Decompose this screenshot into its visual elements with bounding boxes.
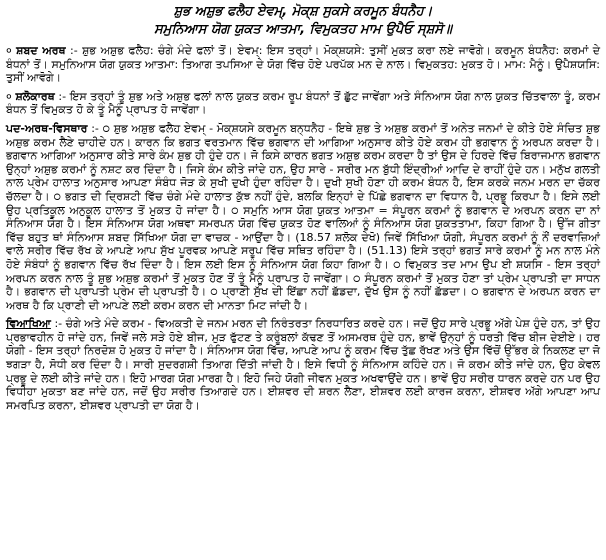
commentary-section (6, 317, 600, 412)
commentary-heading: ਵਿਆਖਿਆ (6, 317, 51, 331)
word-analysis-section (6, 122, 600, 312)
word-meaning-text: :- ਸ਼ੁਭ ਅਸ਼ੁਭ ਫਲੈਹ: ਚੰਗੇ ਮੰਦੇ ਫਲਾਂ ਤੋਂ। ਏਵਮ੍: ਇਸ ਤਰ੍ਹਾਂ। ਮੋਕ੍ਸ਼ਯਸੇ: ਤੁਸੀਂ ਮੁਕਤ ਕਰਾ ਲਏ ਜਾਵੋਗੇ। ਕਰਮੂਨ ਬੰਧਨੈਹ: ਕਰਮਾਂ ਦੇ ਬੰਧਨਾਂ ਤੋਂ। ਸਮੁਨਿਆਸ ਯੋਗ ਯੁਕਤ ਆਤਮਾ: ਤਿਆਗ ਤਪਸਿਆ ਦੇ ਯੋਗ ਵਿੱਚ ਹੋਏ ਪਰਪੱਕ ਮਨ ਦੇ ਨਾਲ। ਵਿਮੁਕਤਹ: ਮੁਕਤ ਹੋ। ਮਾਮ: ਮੈਨੂੰ। ਉਪੈਸ਼ਯਸਿ: ਤੁਸੀਂ ਆਵੋਗੇ। (6, 44, 600, 85)
word-analysis-heading: ਪਦ-ਅਰਥ-ਵਿਸਥਾਰ (6, 121, 88, 135)
word-meaning-section (6, 44, 600, 85)
verse-meaning-heading: ਸ਼ਲੋਕਾਰਥ (15, 89, 55, 103)
word-meaning-bullet: ० (6, 44, 12, 57)
verse-meaning-section (6, 90, 600, 117)
verse-meaning-text: :- ਇਸ ਤਰ੍ਹਾਂ ਤੂੰ ਸ਼ੁਭ ਅਤੇ ਅਸ਼ੁਭ ਫਲਾਂ ਨਾਲ ਯੁਕਤ ਕਰਮ ਰੂਪ ਬੰਧਨਾਂ ਤੋਂ ਛੁੱਟ ਜਾਵੇਂਗਾ ਅਤੇ ਸੰਨਿਆਸ ਯੋਗ ਨਾਲ ਯੁਕਤ ਚਿੱਤਵਾਲਾ ਤੂੰ, ਕਰਮ ਬੰਧਨ ਤੋਂ ਵਿਮੁਕਤ ਹੋ ਕੇ ਤੂੰ ਮੈਨੂੰ ਪ੍ਰਾਪਤ ਹੋ ਜਾਵੇਂਗਾ। (6, 89, 601, 117)
commentary-text: :- ਚੰਗੇ ਅਤੇ ਮੰਦੇ ਕਰਮ - ਵਿਅਕਤੀ ਦੇ ਜਨਮ ਮਰਨ ਦੀ ਨਿਰੰਤਰਤਾ ਨਿਰਧਾਰਿਤ ਕਰਦੇ ਹਨ। ਜਦੋਂ ਉਹ ਸਾਰੇ ਪ੍ਰਭੂ ਅੱਗੇ ਪੇਸ਼ ਹੁੰਦੇ ਹਨ, ਤਾਂ ਉਹ ਪ੍ਰਭਾਵਹੀਨ ਹੋ ਜਾਂਦੇ ਹਨ, ਜਿਵੇਂ ਜਲੇ ਸੜੇ ਹੋਏ ਬੀਜ, ਮੁੜ ਫੁੱਟਣ ਤੇ ਕਰੂੰਬਲਾਂ ਕੱਢਣ ਤੋਂ ਅਸਮਰਥ ਹੁੰਦੇ ਹਨ, ਭਾਵੇਂ ਉਨ੍ਹਾਂ ਨੂੰ ਧਰਤੀ ਵਿੱਚ ਬੀਜ ਦੇਈਏ। ਹਰ ਯੋਗੀ - ਇਸ ਤਰ੍ਹਾਂ ਨਿਰਦੋਸ਼ ਹੋ ਮੁਕਤ ਹੋ ਜਾਂਦਾ ਹੈ। ਸੰਨਿਆਸ ਯੋਗ ਵਿੱਚ, ਆਪਣੇ ਆਪ ਨੂੰ ਕਰਮ ਵਿੱਚ ਤੁੱਛ ਰੱਖਣ ਅਤੇ ਉਸ ਵਿੱਚੋਂ ਉੱਭਰ ਕੇ ਨਿਕਲਣ ਦਾ ਜੋ ਝਗੜਾ ਹੈ, ਸੋਧੀ ਕਰ ਦਿੰਦਾ ਹੈ। ਸਾਰੀ ਸੁਦਰਗਸ਼ੀ ਤਿਆਗ ਦਿੱਤੀ ਜਾਂਦੀ ਹੈ। ਇਸੇ ਵਿਧੀ ਨੂੰ ਸੰਨਿਆਸ ਕਹਿੰਦੇ ਹਨ। ਜੋ ਕਰਮ ਕੀਤੇ ਜਾਂਦੇ ਹਨ, ਉਹ ਕੇਵਲ ਪ੍ਰਭੂ ਦੇ ਲਈ ਕੀਤੇ ਜਾਂਦੇ ਹਨ। ਇਹੋ ਮਾਰਗ ਯੋਗ ਮਾਰਗ ਹੈ। ਇਹੋ ਜਿਹੇ ਯੋਗੀ ਜੀਵਨ ਮੁਕਤ ਅਖਵਾਉਂਦੇ ਹਨ। ਭਾਵੇਂ ਉਹ ਸਰੀਰ ਧਾਰਨ ਕਰਦੇ ਹਨ ਪਰ ਉਹ ਵਿਧੀਹਾ ਮੁਕਤਾ ਬਣ ਜਾਂਦੇ ਹਨ, ਜਦੋਂ ਉਹ ਸਰੀਰ ਤਿਆਗਦੇ ਹਨ। ਈਸ਼ਵਰ ਦੀ ਸ਼ਰਨ ਲੈਣਾ, ਈਸ਼ਵਰ ਲਈ ਕਾਰਜ ਕਰਨਾ, ਈਸ਼ਵਰ ਅੱਗੇ ਆਪਣਾ ਆਪ ਸਮਰਪਿਤ ਕਰਨਾ, ਈਸ਼ਵਰ ਪ੍ਰਾਪਤੀ ਦਾ ਯੋਗ ਹੈ। (6, 317, 600, 412)
word-meaning-heading: ਸ਼ਬਦ ਅਰਥ (16, 44, 66, 57)
verse-line-1: ਸ਼ੁਭ ਅਸ਼ੁਭ ਫਲੈਹ ਏਵਮ੍, ਮੋਕ੍ਸ਼ ਸੁਕਸੇ ਕਰਮੂਨ ਬੰਧਨੈਹ। (173, 4, 433, 19)
word-analysis-text: :- ੦ ਸ਼ੁਭ ਅਸ਼ੁਭ ਫਲੈਹ ਏਵਮ੍ - ਮੋਕ੍ਸ਼ਯਸੇ ਕਰਮੂਨ ਬਨ੍ਧਨੈਹ - ਇਥੇ ਸ਼ੁਭ ਤੇ ਅਸ਼ੁਭ ਕਰਮਾਂ ਤੋਂ ਅਨੇਤ ਜਨਮਾਂ ਦੇ ਕੀਤੇ ਹੋਏ ਸੰਚਿਤ ਸ਼ੁਭ ਅਸ਼ੁਭ ਕਰਮ ਲੈਣੇ ਚਾਹੀਦੇ ਹਨ। ਕਾਰਨ ਕਿ ਭਗਤ ਵਰਤਮਾਨ ਵਿੱਚ ਭਗਵਾਨ ਦੀ ਆਗਿਆ ਅਨੁਸਾਰ ਕੀਤੇ ਹੋਏ ਕਰਮ ਹੀ ਭਗਵਾਨ ਨੂੰ ਅਰਪਨ ਕਰਦਾ ਹੈ। ਭਗਵਾਨ ਆਗਿਆ ਅਨੁਸਾਰ ਕੀਤੇ ਸਾਰੇ ਕੰਮ ਸ਼ੁਭ ਹੀ ਹੁੰਦੇ ਹਨ। ਜੋ ਕਿਸੇ ਕਾਰਨ ਭਗਤ ਅਸ਼ੁਭ ਕਰਮ ਕਰਦਾ ਹੈ ਤਾਂ ਉਸ ਦੇ ਹਿਰਦੇ ਵਿੱਚ ਬਿਰਾਜਮਾਨ ਭਗਵਾਨ ਉਨ੍ਹਾਂ ਅਸ਼ੁਭ ਕਰਮਾਂ ਨੂੰ ਨਸ਼ਟ ਕਰ ਦਿੰਦਾ ਹੈ। ਜਿਸੇ ਕੰਮ ਕੀਤੇ ਜਾਂਦੇ ਹਨ, ਉਹ ਸਾਰੇ - ਸਰੀਰ ਮਨ ਬੁੱਧੀ ਇੰਦ੍ਰੀਆਂ ਆਦਿ ਦੇ ਰਾਹੀਂ ਹੁੰਦੇ ਹਨ। ਮਨੁੱਖ ਗਲਤੀ ਨਾਲ ਪ੍ਰੇਮ ਹਾਲਾਤ ਅਨੁਸਾਰ ਆਪਣਾ ਸੰਬੰਧ ਜੋੜ ਕੇ ਸੁਖੀ ਦੁਖੀ ਹੁੰਦਾ ਰਹਿੰਦਾ ਹੈ। ਦੁਖੀ ਸੁਖੀ ਹੋਣਾ ਹੀ ਕਰਮ ਬੰਧਨ ਹੈ, ਇਸ ਕਰਕੇ ਜਨਮ ਮਰਨ ਦਾ ਚੱਕਰ ਚੱਲਦਾ ਹੈ। ੦ ਭਗਤ ਦੀ ਦ੍ਰਿਸ਼ਟੀ ਵਿੱਚ ਚੰਗੇ ਮੰਦੇ ਹਾਲਾਤ ਕੁੱਝ ਨਹੀਂ ਹੁੰਦੇ, ਬਲਕਿ ਇਨ੍ਹਾਂ ਦੇ ਪਿੱਛੇ ਭਗਵਾਨ ਦਾ ਵਿਧਾਨ ਹੈ, ਪ੍ਰਭੂ ਕਿਰਪਾ ਹੈ। ਇਸੇ ਲਈ ਉਹ ਪ੍ਰਤਿਕੂਲ ਅਨੁਕੂਲ ਹਾਲਾਤ ਤੋਂ ਮੁਕਤ ਹੋ ਜਾਂਦਾ ਹੈ। ੦ ਸਮੁਨਿ ਆਸ ਯੋਗ ਯੁਕਤ ਆਤਮਾ = ਸੰਪੂਰਨ ਕਰਮਾਂ ਨੂੰ ਭਗਵਾਨ ਦੇ ਅਰਪਨ ਕਰਨ ਦਾ ਨਾਂ ਸੰਨਿਆਸ ਯੋਗ ਹੈ। ਇਸ ਸੰਨਿਆਸ ਯੋਗ ਅਥਵਾ ਸਮਰਪਨ ਯੋਗ ਵਿੱਚ ਯੁਕਤ ਹੋਣ ਵਾਲਿਆਂ ਨੂੰ ਸੰਨਿਆਸ ਯੋਗ ਯੁਕਤਤਾਮਾ, ਕਿਹਾ ਗਿਆ ਹੈ। ਉੱਜ ਗੀਤਾ ਵਿੱਚ ਬਹੁਤ ਥਾਂ ਸੰਨਿਆਸ ਸ਼ਬਦ ਸਿੱਖਿਆ ਯੋਗ ਦਾ ਵਾਚਕ - ਆਉਂਦਾ ਹੈ। (18.57 ਸ਼ਲੋਕ ਦੇਖੋ) ਜਿਵੇਂ ਸਿੱਖਿਆ ਯੋਗੀ, ਸੰਪੂਰਨ ਕਰਮਾਂ ਨੂੰ ਨੌਂ ਦਰਵਾਜ਼ਿਆਂ ਵਾਲੇ ਸਰੀਰ ਵਿੱਚ ਰੱਖ ਕੇ ਆਪਣੇ ਆਪ ਸੁੱਖ ਪੂਰਵਕ ਆਪਣੇ ਸਰੂਪ ਵਿੱਚ ਸਥਿਤ ਰਹਿੰਦਾ ਹੈ। (51.13) ਇਸੇ ਤਰ੍ਹਾਂ ਭਗਤ ਸਾਰੇ ਕਰਮਾਂ ਨੂੰ ਮਨ ਨਾਲ ਮੰਨੇ ਹੋਏ ਸੰਬੰਧਾਂ ਨੂੰ ਭਗਵਾਨ ਵਿੱਚ ਰੱਖ ਦਿੰਦਾ ਹੈ। ਇਸ ਲਈ ਇਸ ਨੂੰ ਸੰਨਿਆਸ ਯੋਗ ਕਿਹਾ ਗਿਆ ਹੈ। ੦ ਵਿਮੁਕਤ ਤਦ ਮਾਮ ਉਪ ਈ ਸ਼ਯਸਿ - ਇਸ ਤਰ੍ਹਾਂ ਅਰਪਨ ਕਰਨ ਨਾਲ ਤੂੰ ਸ਼ੁਭ ਅਸ਼ੁਭ ਕਰਮਾਂ ਤੋਂ ਮੁਕਤ ਹੋਣ ਤੋਂ ਤੂੰ ਮੈਨੂੰ ਪ੍ਰਾਪਤ ਹੋ ਜਾਵੇਂਗਾ। ੦ ਸੰਪੂਰਨ ਕਰਮਾਂ ਤੋਂ ਮੁਕਤ ਹੋਣਾ ਤਾਂ ਪ੍ਰੇਮ ਪ੍ਰਾਪਤੀ ਦਾ ਸਾਧਨ ਹੈ। ਭਗਵਾਨ ਦੀ ਪ੍ਰਾਪਤੀ ਪ੍ਰੇਮ ਦੀ ਪ੍ਰਾਪਤੀ ਹੈ। ੦ ਪ੍ਰਾਣੀ ਸੁੱਖ ਦੀ ਇੱਛਾ ਨਹੀਂ ਛੱਡਦਾ, ਦੁੱਖ ਉਸ ਨੂੰ ਨਹੀਂ ਛੱਡਦਾ। ੦ ਭਗਵਾਨ ਦੇ ਅਰਪਨ ਕਰਨ ਦਾ ਅਰਥ ਹੈ ਕਿ ਪ੍ਰਾਣੀ ਦੀ ਆਪਣੇ ਲਈ ਕਰਮ ਕਰਨ ਦੀ ਮਾਨਤਾ ਮਿਟ ਜਾਂਦੀ ਹੈ। (6, 121, 601, 312)
verse-meaning-bullet: ० (6, 89, 12, 103)
verse-line-2: ਸਮੁਨਿਆਸ ਯੋਗ ਯੁਕਤ ਆਤਮਾ, ਵਿਮੁਕਤਹ ਮਾਮ ਉਪੈਓ ਸ੍ਸ਼ਸੋ॥ (154, 22, 452, 37)
